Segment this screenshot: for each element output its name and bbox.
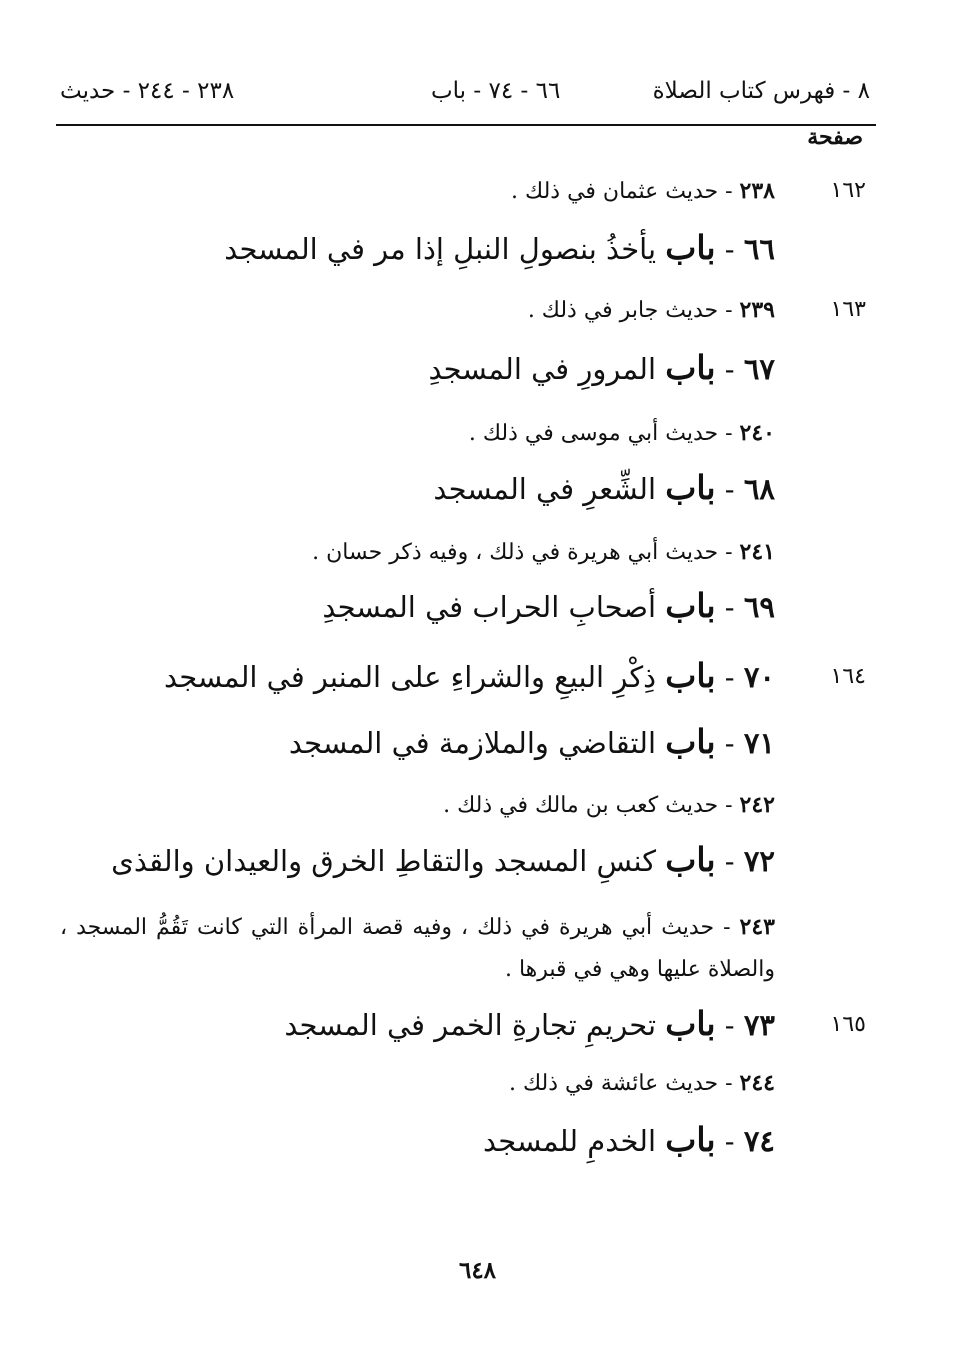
entry-text: حديث أبي هريرة في ذلك ، وفيه قصة المرأة التي كانت تَقُمُّ المسجد ، والصلاة عليها وهي في قبرها . <box>60 915 775 982</box>
entry-keyword: باب <box>665 1004 716 1043</box>
page-number: ١٦٢ <box>830 178 866 203</box>
index-entry-bab: ٦٦ - باب يأخذُ بنصولِ النبلِ إذا مر في المسجد <box>224 228 775 267</box>
entry-text: المرورِ في المسجدِ <box>428 352 657 386</box>
index-entry-hadith: ٢٣٨ - حديث عثمان في ذلك . <box>511 178 775 204</box>
entry-number: ٢٤٤ <box>739 1070 775 1096</box>
entry-text: حديث أبي موسى في ذلك . <box>468 421 719 446</box>
index-entry-bab: ٦٩ - باب أصحابِ الحراب في المسجدِ <box>322 586 775 625</box>
entry-text: الخدمِ للمسجد <box>483 1124 657 1158</box>
header-book-title: ٨ - فهرس كتاب الصلاة <box>652 78 870 104</box>
entry-number: ٧٢ <box>743 844 775 878</box>
entry-text: يأخذُ بنصولِ النبلِ إذا مر في المسجد <box>224 232 657 266</box>
header-rule <box>56 124 876 126</box>
entry-number: ٧١ <box>743 726 775 760</box>
entry-text: حديث عثمان في ذلك . <box>511 179 719 204</box>
entry-keyword: باب <box>665 348 716 387</box>
page-number: ١٦٣ <box>830 297 866 322</box>
entry-text: كنسِ المسجد والتقاطِ الخرق والعيدان والقذى <box>111 844 657 878</box>
entry-keyword: باب <box>665 586 716 625</box>
entry-number: ٢٣٩ <box>739 297 775 323</box>
page-column-label: صفحة <box>807 124 863 150</box>
entry-number: ٢٣٨ <box>739 178 775 204</box>
entry-number: ٧٤ <box>743 1124 775 1158</box>
entry-text: حديث جابر في ذلك . <box>527 298 719 323</box>
page-number: ١٦٥ <box>830 1012 866 1037</box>
page-folio: ٦٤٨ <box>458 1257 497 1284</box>
page-number: ١٦٤ <box>830 664 866 689</box>
index-entry-bab: ٧١ - باب التقاضي والملازمة في المسجد <box>288 722 775 761</box>
index-entry-hadith: ٢٣٩ - حديث جابر في ذلك . <box>527 297 775 323</box>
entry-text: حديث أبي هريرة في ذلك ، وفيه ذكر حسان . <box>312 540 719 565</box>
index-entry-hadith: ٢٤١ - حديث أبي هريرة في ذلك ، وفيه ذكر حسان . <box>312 539 775 565</box>
entry-number: ٢٤٢ <box>739 792 775 818</box>
entry-keyword: باب <box>665 468 716 507</box>
index-entry-bab: ٧٠ - باب ذِكْرِ البيعِ والشراءِ على المنبر في المسجد <box>163 656 775 695</box>
index-entry-bab: ٧٢ - باب كنسِ المسجد والتقاطِ الخرق والعيدان والقذى <box>111 840 775 879</box>
entry-number: ٢٤١ <box>739 539 775 565</box>
entry-text: حديث كعب بن مالك في ذلك . <box>443 793 719 818</box>
running-header <box>56 78 876 118</box>
index-entry-hadith: ٢٤٤ - حديث عائشة في ذلك . <box>509 1070 775 1096</box>
entry-text: تحريمِ تجارةِ الخمر في المسجد <box>284 1008 657 1042</box>
index-entry-bab: ٦٨ - باب الشِّعرِ في المسجد <box>433 468 775 507</box>
entry-keyword: باب <box>665 656 716 695</box>
entry-number: ٦٦ <box>743 232 775 266</box>
entry-keyword: باب <box>665 722 716 761</box>
index-entry-bab: ٦٧ - باب المرورِ في المسجدِ <box>428 348 775 387</box>
index-entry-hadith: ٢٤٣ - حديث أبي هريرة في ذلك ، وفيه قصة المرأة التي كانت تَقُمُّ المسجد ، والصلاة عليها وهي في قبرها . <box>60 914 775 982</box>
entry-number: ٢٤٣ <box>739 914 775 940</box>
entry-number: ٢٤٠ <box>739 420 775 446</box>
index-entry-bab: ٧٣ - باب تحريمِ تجارةِ الخمر في المسجد <box>284 1004 775 1043</box>
index-entry-bab: ٧٤ - باب الخدمِ للمسجد <box>483 1120 775 1159</box>
entry-text: أصحابِ الحراب في المسجدِ <box>322 590 657 624</box>
entry-number: ٦٩ <box>743 590 775 624</box>
entry-keyword: باب <box>665 1120 716 1159</box>
entry-keyword: باب <box>665 840 716 879</box>
index-entry-hadith: ٢٤٠ - حديث أبي موسى في ذلك . <box>468 420 775 446</box>
entry-text: ذِكْرِ البيعِ والشراءِ على المنبر في المسجد <box>163 660 657 694</box>
header-hadith-range: ٢٣٨ - ٢٤٤ - حديث <box>60 78 235 104</box>
header-bab-range: ٦٦ - ٧٤ - باب <box>431 78 561 104</box>
entry-text: حديث عائشة في ذلك . <box>509 1071 719 1096</box>
entry-text: الشِّعرِ في المسجد <box>433 472 657 506</box>
entry-text: التقاضي والملازمة في المسجد <box>288 726 657 760</box>
entry-number: ٧٣ <box>743 1008 775 1042</box>
entry-number: ٦٧ <box>743 352 775 386</box>
entry-number: ٦٨ <box>743 472 775 506</box>
index-entry-hadith: ٢٤٢ - حديث كعب بن مالك في ذلك . <box>443 792 775 818</box>
entry-keyword: باب <box>665 228 716 267</box>
entry-number: ٧٠ <box>743 660 775 694</box>
